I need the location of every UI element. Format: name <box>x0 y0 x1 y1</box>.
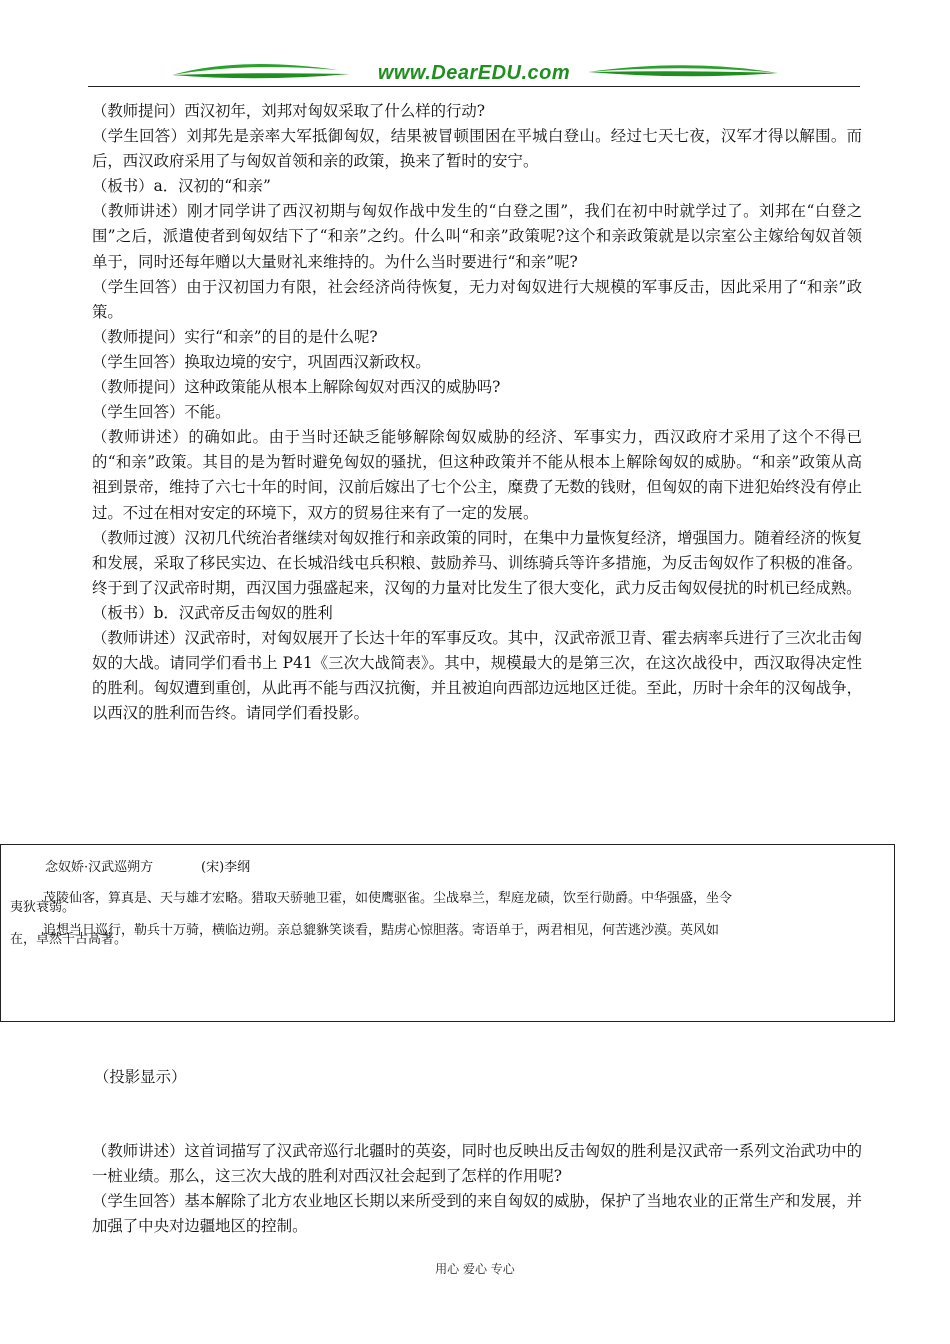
paragraph: （学生回答）基本解除了北方农业地区长期以来所受到的来自匈奴的威胁，保护了当地农业的正常生产和发展，并加强了中央对边疆地区的控制。 <box>92 1192 862 1236</box>
paragraph: （学生回答）刘邦先是亲率大军抵御匈奴，结果被冒顿围困在平城白登山。经过七天七夜，汉军才得以解围。而后，西汉政府采用了与匈奴首领和亲的政策，换来了暂时的安宁。 <box>92 127 862 171</box>
projection-label: （投影显示） <box>94 1068 187 1086</box>
site-logo-text[interactable]: www.DearEDU.com <box>377 62 571 84</box>
paragraph: （板书）a．汉初的“和亲” <box>92 177 271 196</box>
paragraph: （教师提问）这种政策能从根本上解除匈奴对西汉的威胁吗? <box>92 378 501 397</box>
poem-text-layer <box>10 892 880 956</box>
paragraph: （教师提问）西汉初年，刘邦对匈奴采取了什么样的行动? <box>92 102 486 120</box>
paragraph: （板书）b．汉武帝反击匈奴的胜利 <box>92 603 333 622</box>
paragraph: （学生回答）由于汉初国力有限，社会经济尚待恢复，无力对匈奴进行大规模的军事反击，因此采用了“和亲”政策。 <box>92 277 862 321</box>
paragraph: （教师过渡）汉初几代统治者继续对匈奴推行和亲政策的同时，在集中力量恢复经济，增强国力。随着经济的恢复和发展，采取了移民实边、在长城沿线屯兵积粮、鼓励养马、训练骑兵等许多措施，为反击匈奴作了积极的准备。终于到了汉武帝时期，西汉国力强盛起来，汉匈的力量对比发生了很大变化，武力反击匈奴侵扰的时机已经成熟。 <box>92 528 862 597</box>
lesson-body-continued <box>92 1139 862 1239</box>
paragraph: （教师讲述）汉武帝时，对匈奴展开了长达十年的军事反攻。其中，汉武帝派卫青、霍去病率兵进行了三次北击匈奴的大战。请同学们看书上 P41《三次大战简表》。其中，规模最大的是第三次，在这次战役中，西汉取得决定性的胜利。匈奴遭到重创，从此再不能与西汉抗衡，并且被迫向西部边远地区迁徙。至此，历时十余年的汉匈战争，以西汉的胜利而告终。请同学们看投影。 <box>92 628 862 723</box>
paragraph: （学生回答）不能。 <box>92 403 231 422</box>
site-header <box>88 58 860 90</box>
poem-line: 追想当日巡行，勒兵十万骑，横临边朔。亲总貔貅笑谈看，黠虏心惊胆落。寄语单于，两君相见，何苦逃沙漠。英风如 <box>43 923 720 938</box>
poem-author: (宋)李纲 <box>201 860 251 875</box>
paragraph: （教师讲述）刚才同学讲了西汉初期与匈奴作战中发生的“白登之围”，我们在初中时就学过了。刘邦在“白登之围”之后，派遣使者到匈奴结下了“和亲”之约。什么叫“和亲”政策呢?这个和亲政策就是以宗室公主嫁给匈奴首领单于，同时还每年赠以大量财礼来维持的。为什么当时要进行“和亲”呢? <box>92 202 862 271</box>
header-divider <box>88 86 860 87</box>
paragraph: （教师提问）实行“和亲”的目的是什么呢? <box>92 327 378 346</box>
paragraph: （学生回答）换取边境的安宁，巩固西汉新政权。 <box>92 352 431 371</box>
poem-line: 茂陵仙客，算真是、天与雄才宏略。猎取天骄驰卫霍，如使鹰驱雀。尘战皋兰，犁庭龙碛，饮至行勋爵。中华强盛，坐令 <box>43 891 733 906</box>
poem-box <box>0 844 895 1022</box>
paragraph: （教师讲述）这首词描写了汉武帝巡行北疆时的英姿，同时也反映出反击匈奴的胜利是汉武帝一系列文治武功中的一桩业绩。那么，这三次大战的胜利对西汉社会起到了怎样的作用呢? <box>92 1142 862 1186</box>
poem-line: 夷狄衰弱。 <box>10 900 76 915</box>
poem-line: 在，卓然千古高著。 <box>10 932 128 947</box>
lesson-body <box>92 99 862 726</box>
page-footer: 用心 爱心 专心 <box>435 1262 515 1276</box>
paragraph: （教师讲述）的确如此。由于当时还缺乏能够解除匈奴威胁的经济、军事实力，西汉政府才采用了这个不得已的“和亲”政策。其目的是为暂时避免匈奴的骚扰，但这种政策并不能从根本上解除匈奴的威胁。“和亲”政策从高祖到景帝，维持了六七十年的时间，汉前后嫁出了七个公主，糜费了无数的钱财，但匈奴的南下进犯始终没有停止过。不过在相对安定的环境下，双方的贸易往来有了一定的发展。 <box>92 428 862 522</box>
poem-title: 念奴娇·汉武巡朔方 <box>45 860 154 875</box>
